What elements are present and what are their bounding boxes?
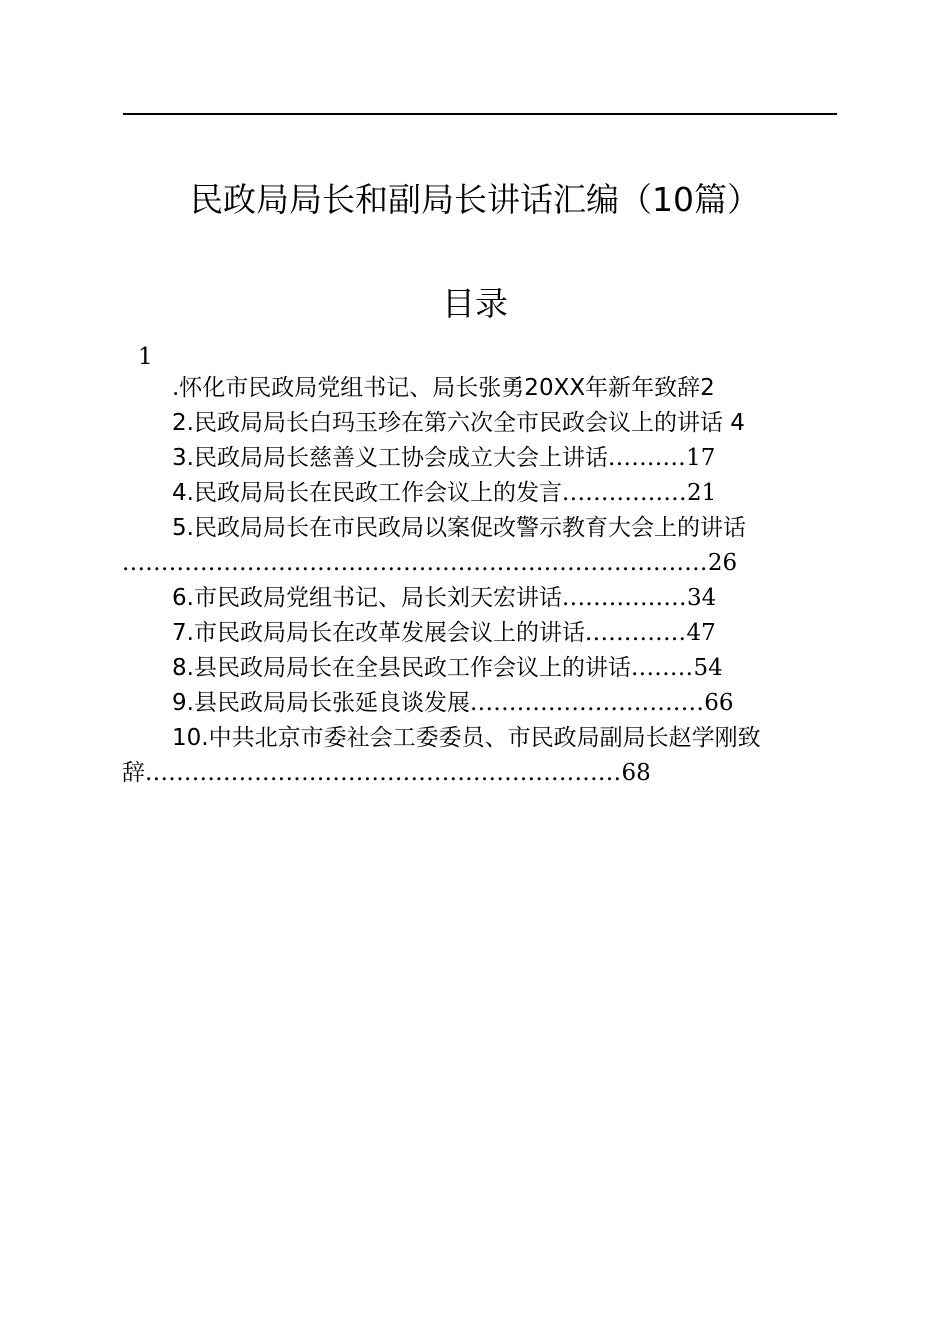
toc-item-1-number: 1 (138, 344, 153, 370)
toc-item-9-text: 9.县民政局局长张延良谈发展 (172, 690, 470, 716)
toc-item-10-page: 68 (621, 760, 651, 786)
toc-item-4-page: 21 (686, 480, 717, 506)
toc-item-10-text-cont: 辞 (122, 760, 145, 786)
toc-item-10-continuation[interactable] (122, 756, 651, 790)
toc-item-3-page: 17 (686, 445, 716, 471)
toc-item-8-text: 8.县民政局局长在全县民政工作会议上的讲话 (172, 655, 631, 681)
toc-item-4-leader: ................ (561, 480, 687, 506)
toc-item-7-page: 47 (686, 620, 716, 646)
toc-item-9[interactable] (172, 686, 734, 720)
document-title: 民政局局长和副局长讲话汇编（10篇） (190, 180, 760, 219)
toc-item-4[interactable] (172, 476, 716, 510)
toc-item-8-page: 54 (693, 655, 723, 681)
toc-item-10[interactable]: 10.中共北京市委社会工委委员、市民政局副局长赵学刚致 (172, 725, 761, 751)
toc-item-6-page: 34 (686, 585, 717, 611)
toc-heading: 目录 (442, 284, 508, 323)
toc-item-9-page: 66 (704, 690, 734, 716)
toc-item-6[interactable] (172, 581, 716, 615)
toc-item-5-leader: ........................................................................... (122, 550, 708, 576)
toc-item-1[interactable]: .怀化市民政局党组书记、局长张勇20XX年新年致辞2 (172, 375, 715, 401)
toc-item-3[interactable] (172, 441, 715, 475)
toc-item-7[interactable] (172, 616, 716, 650)
toc-item-8[interactable] (172, 651, 723, 685)
toc-item-3-leader: .......... (607, 445, 687, 471)
toc-item-5[interactable]: 5.民政局局长在市民政局以案促改警示教育大会上的讲话 (172, 515, 746, 541)
toc-item-5-page: 26 (707, 550, 738, 576)
toc-item-8-leader: ........ (630, 655, 694, 681)
header-rule (123, 113, 837, 115)
toc-item-9-leader: .............................. (469, 690, 705, 716)
toc-item-3-text: 3.民政局局长慈善义工协会成立大会上讲话 (172, 445, 608, 471)
toc-item-2[interactable]: 2.民政局局长白玛玉珍在第六次全市民政会议上的讲话 4 (172, 410, 745, 436)
toc-item-7-leader: ............. (584, 620, 687, 646)
toc-item-7-text: 7.市民政局局长在改革发展会议上的讲话 (172, 620, 585, 646)
toc-item-6-text: 6.市民政局党组书记、局长刘天宏讲话 (172, 585, 562, 611)
toc-item-5-continuation[interactable] (122, 546, 737, 580)
toc-item-4-text: 4.民政局局长在民政工作会议上的发言 (172, 480, 562, 506)
toc-item-10-leader: ............................................................. (145, 760, 622, 786)
toc-item-6-leader: ................ (561, 585, 687, 611)
